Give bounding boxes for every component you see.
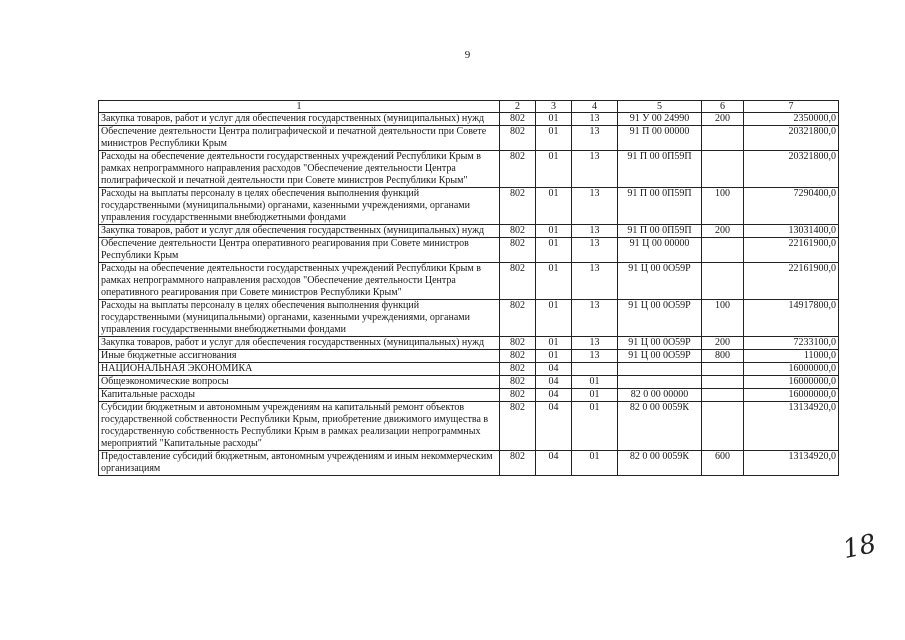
header-row	[99, 101, 839, 113]
row-target-code: 91 Ц 00 0О59Р	[618, 350, 702, 363]
row-section-code: 01	[536, 263, 572, 300]
row-subsection-code: 01	[572, 451, 618, 476]
row-section-code: 04	[536, 402, 572, 451]
row-target-code: 91 Ц 00 00000	[618, 238, 702, 263]
row-target-code: 82 0 00 0059К	[618, 402, 702, 451]
table-row	[99, 376, 839, 389]
row-amount: 14917800,0	[744, 300, 839, 337]
row-expense-type	[702, 376, 744, 389]
row-name: Расходы на обеспечение деятельности государственных учреждений Республики Крым в рамках непрограммного направления расходов "Обеспечение деятельности Центра оперативного реагирования при Совете министров Республики Крым"	[99, 263, 500, 300]
row-ministry-code: 802	[500, 451, 536, 476]
row-subsection-code: 01	[572, 389, 618, 402]
row-section-code: 01	[536, 225, 572, 238]
table-row	[99, 188, 839, 225]
row-name: Субсидии бюджетным и автономным учреждениям на капитальный ремонт объектов государственной собственности Республики Крым, приобретение движимого имущества в государственную собственность Республики Крым в рамках реализации непрограммных мероприятий "Капитальные расходы"	[99, 402, 500, 451]
row-amount: 22161900,0	[744, 263, 839, 300]
row-section-code: 04	[536, 363, 572, 376]
row-expense-type	[702, 389, 744, 402]
row-ministry-code: 802	[500, 376, 536, 389]
table-row	[99, 350, 839, 363]
table-row	[99, 151, 839, 188]
row-name: НАЦИОНАЛЬНАЯ ЭКОНОМИКА	[99, 363, 500, 376]
row-expense-type: 600	[702, 451, 744, 476]
row-target-code: 91 П 00 00000	[618, 126, 702, 151]
row-section-code: 01	[536, 126, 572, 151]
header-col-6: 6	[702, 101, 744, 113]
row-target-code: 82 0 00 00000	[618, 389, 702, 402]
row-amount: 11000,0	[744, 350, 839, 363]
row-ministry-code: 802	[500, 113, 536, 126]
row-target-code: 82 0 00 0059К	[618, 451, 702, 476]
table-row	[99, 225, 839, 238]
row-expense-type: 800	[702, 350, 744, 363]
row-name: Расходы на выплаты персоналу в целях обеспечения выполнения функций государственными (муниципальными) органами, казенными учреждениями, органами управления государственными внебюджетными фондами	[99, 188, 500, 225]
header-col-4: 4	[572, 101, 618, 113]
row-name: Капитальные расходы	[99, 389, 500, 402]
row-amount: 7233100,0	[744, 337, 839, 350]
row-amount: 20321800,0	[744, 151, 839, 188]
table-row	[99, 126, 839, 151]
row-name: Закупка товаров, работ и услуг для обеспечения государственных (муниципальных) нужд	[99, 225, 500, 238]
row-target-code: 91 П 00 0П59П	[618, 225, 702, 238]
row-subsection-code: 13	[572, 225, 618, 238]
row-name: Обеспечение деятельности Центра полиграфической и печатной деятельности при Совете министров Республики Крым	[99, 126, 500, 151]
row-ministry-code: 802	[500, 337, 536, 350]
header-col-3: 3	[536, 101, 572, 113]
row-target-code: 91 Ц 00 0О59Р	[618, 337, 702, 350]
row-section-code: 01	[536, 238, 572, 263]
row-expense-type: 200	[702, 225, 744, 238]
row-subsection-code: 13	[572, 126, 618, 151]
row-section-code: 01	[536, 113, 572, 126]
row-amount: 13134920,0	[744, 451, 839, 476]
row-subsection-code: 13	[572, 350, 618, 363]
row-name: Иные бюджетные ассигнования	[99, 350, 500, 363]
row-ministry-code: 802	[500, 300, 536, 337]
row-amount: 16000000,0	[744, 363, 839, 376]
row-section-code: 01	[536, 337, 572, 350]
budget-table	[98, 100, 839, 476]
header-col-5: 5	[618, 101, 702, 113]
row-amount: 22161900,0	[744, 238, 839, 263]
table-row	[99, 263, 839, 300]
row-amount: 16000000,0	[744, 376, 839, 389]
row-subsection-code: 13	[572, 188, 618, 225]
row-expense-type: 100	[702, 188, 744, 225]
row-target-code	[618, 376, 702, 389]
header-col-7: 7	[744, 101, 839, 113]
row-ministry-code: 802	[500, 389, 536, 402]
row-target-code	[618, 363, 702, 376]
row-name: Расходы на обеспечение деятельности государственных учреждений Республики Крым в рамках непрограммного направления расходов "Обеспечение деятельности Центра полиграфической и печатной деятельности при Совете министров Республики Крым"	[99, 151, 500, 188]
table-row	[99, 451, 839, 476]
row-ministry-code: 802	[500, 188, 536, 225]
row-expense-type	[702, 402, 744, 451]
row-name: Общеэкономические вопросы	[99, 376, 500, 389]
row-section-code: 04	[536, 451, 572, 476]
row-ministry-code: 802	[500, 126, 536, 151]
row-expense-type	[702, 126, 744, 151]
row-section-code: 01	[536, 350, 572, 363]
row-amount: 7290400,0	[744, 188, 839, 225]
row-expense-type: 200	[702, 337, 744, 350]
row-expense-type	[702, 238, 744, 263]
row-target-code: 91 У 00 24990	[618, 113, 702, 126]
row-subsection-code: 01	[572, 376, 618, 389]
header-col-2: 2	[500, 101, 536, 113]
table-row	[99, 238, 839, 263]
row-subsection-code	[572, 363, 618, 376]
row-section-code: 01	[536, 300, 572, 337]
row-expense-type: 100	[702, 300, 744, 337]
row-expense-type	[702, 263, 744, 300]
table-row	[99, 337, 839, 350]
row-name: Предоставление субсидий бюджетным, автономным учреждениям и иным некоммерческим организациям	[99, 451, 500, 476]
row-amount: 13031400,0	[744, 225, 839, 238]
row-amount: 16000000,0	[744, 389, 839, 402]
header-col-1: 1	[99, 101, 500, 113]
table-row	[99, 363, 839, 376]
row-subsection-code: 13	[572, 337, 618, 350]
row-expense-type	[702, 151, 744, 188]
row-subsection-code: 13	[572, 300, 618, 337]
row-target-code: 91 Ц 00 0О59Р	[618, 300, 702, 337]
row-subsection-code: 13	[572, 113, 618, 126]
row-amount: 20321800,0	[744, 126, 839, 151]
handwritten-page-count: 18	[840, 528, 879, 566]
row-ministry-code: 802	[500, 225, 536, 238]
row-subsection-code: 13	[572, 263, 618, 300]
table-row	[99, 113, 839, 126]
row-ministry-code: 802	[500, 238, 536, 263]
row-target-code: 91 П 00 0П59П	[618, 188, 702, 225]
row-section-code: 04	[536, 376, 572, 389]
row-subsection-code: 13	[572, 238, 618, 263]
row-ministry-code: 802	[500, 263, 536, 300]
row-ministry-code: 802	[500, 350, 536, 363]
row-ministry-code: 802	[500, 363, 536, 376]
table-body	[99, 113, 839, 476]
row-name: Закупка товаров, работ и услуг для обеспечения государственных (муниципальных) нужд	[99, 113, 500, 126]
row-name: Расходы на выплаты персоналу в целях обеспечения выполнения функций государственными (муниципальными) органами, казенными учреждениями, органами управления государственными внебюджетными фондами	[99, 300, 500, 337]
row-subsection-code: 13	[572, 151, 618, 188]
page-number: 9	[464, 49, 471, 61]
row-section-code: 04	[536, 389, 572, 402]
row-amount: 13134920,0	[744, 402, 839, 451]
row-ministry-code: 802	[500, 402, 536, 451]
row-name: Обеспечение деятельности Центра оперативного реагирования при Совете министров Республики Крым	[99, 238, 500, 263]
row-amount: 2350000,0	[744, 113, 839, 126]
row-target-code: 91 Ц 00 0О59Р	[618, 263, 702, 300]
row-target-code: 91 П 00 0П59П	[618, 151, 702, 188]
row-name: Закупка товаров, работ и услуг для обеспечения государственных (муниципальных) нужд	[99, 337, 500, 350]
table-row	[99, 389, 839, 402]
table-row	[99, 300, 839, 337]
table-row	[99, 402, 839, 451]
row-section-code: 01	[536, 151, 572, 188]
row-subsection-code: 01	[572, 402, 618, 451]
row-ministry-code: 802	[500, 151, 536, 188]
row-section-code: 01	[536, 188, 572, 225]
row-expense-type: 200	[702, 113, 744, 126]
row-expense-type	[702, 363, 744, 376]
